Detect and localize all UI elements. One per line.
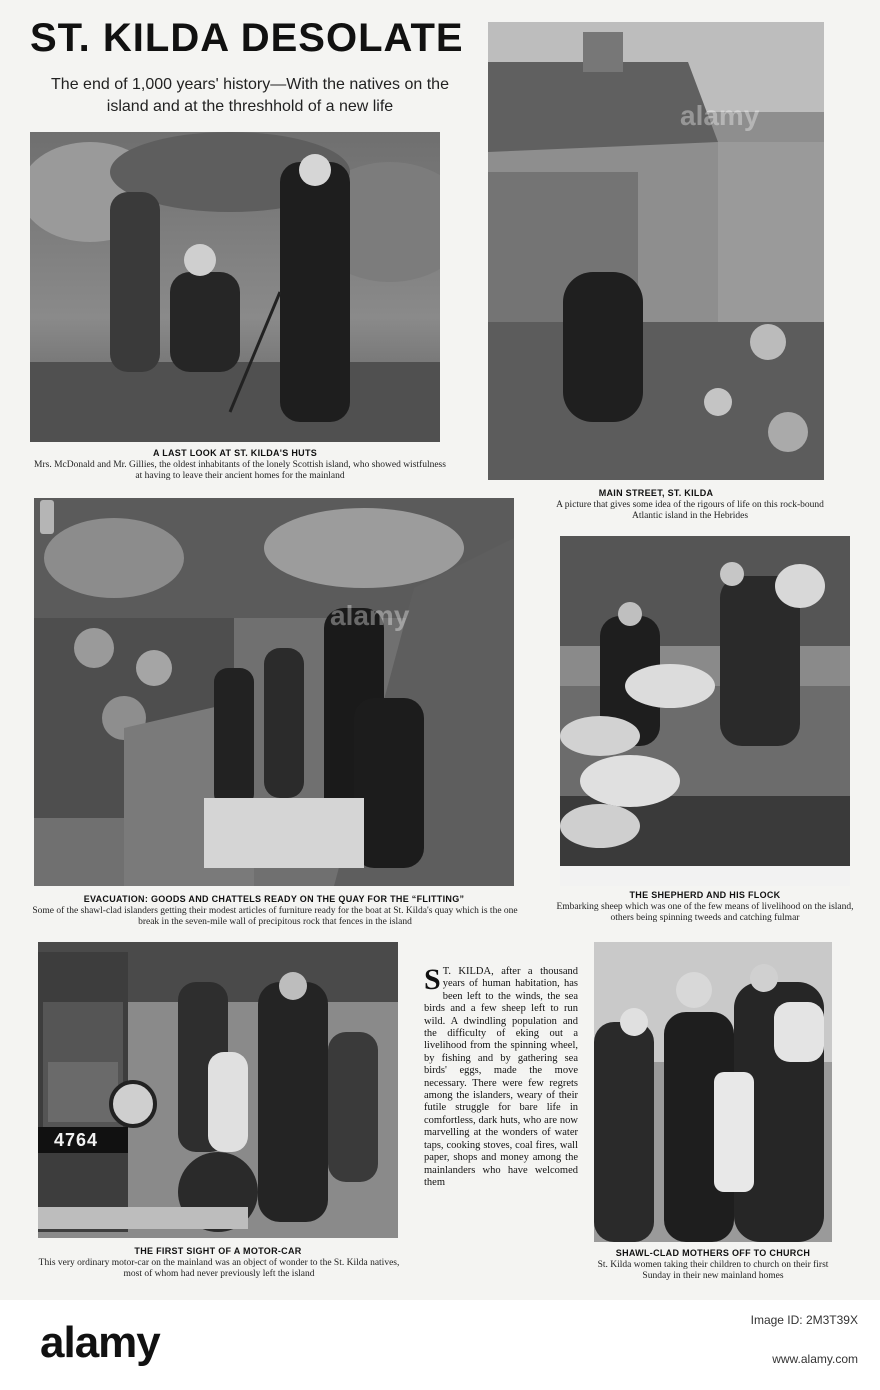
caption-title-evacuation: EVACUATION: GOODS AND CHATTELS READY ON THE QUAY FOR THE “FLITTING” (83, 894, 465, 904)
article-text: T. KILDA, after a thousand years of human habitation, has been left to the winds, the sea birds and a few sheep left to run wild. A dwindling population and the difficulty of eking out a livelihood from the spinning wheel, by fishing and by gathering sea birds' eggs, made the move necessary. There were few regrets among the islanders, weary of their futile struggle for bare life in comfortless, dark huts, who are now marvelling at the wonders of water taps, cooking stoves, coal fires, wall paper, shops and money among the mainlanders who have welcomed them (424, 966, 578, 1188)
page-title: ST. KILDA DESOLATE (30, 16, 464, 60)
caption-text-motor-car: This very ordinary motor-car on the mainland was an object of wonder to the St. Kilda natives, most of whom had never previously left the island (38, 1258, 400, 1279)
photo-main-street (488, 22, 824, 480)
image-id-label: Image ID: 2M3T39X (750, 1313, 858, 1327)
photo-last-look (30, 132, 440, 442)
alamy-logo: alamy (40, 1318, 160, 1367)
caption-text-mothers: St. Kilda women taking their children to church on their first Sunday in their new mainland homes (597, 1260, 829, 1281)
article-body (424, 963, 578, 1189)
photo-evacuation (34, 498, 514, 886)
caption-title-motor-car: THE FIRST SIGHT OF A MOTOR-CAR (134, 1246, 302, 1256)
caption-text-shepherd: Embarking sheep which was one of the few means of livelihood on the island, others being spinning tweeds and catching fulmar (556, 902, 854, 923)
caption-title-mothers: SHAWL-CLAD MOTHERS OFF TO CHURCH (615, 1248, 811, 1258)
photo-motor-car (38, 942, 398, 1238)
watermark-icon (40, 500, 54, 534)
watermark-text: alamy (680, 100, 760, 131)
caption-text-main-street: A picture that gives some idea of the rigours of life on this rock-bound Atlantic island in the Hebrides (556, 500, 824, 521)
stock-site-link[interactable]: www.alamy.com (772, 1352, 858, 1366)
photo-mothers (594, 942, 832, 1242)
licence-plate: 4764 (40, 1127, 112, 1153)
watermark-text: alamy (330, 600, 410, 631)
caption-title-last-look: A LAST LOOK AT ST. KILDA'S HUTS (152, 448, 318, 458)
photo-shepherd (560, 536, 850, 886)
page-subtitle: The end of 1,000 years' history—With the natives on the island and at the threshhold of a new life (51, 76, 449, 115)
article-drop-cap: S (424, 963, 441, 996)
caption-text-last-look: Mrs. McDonald and Mr. Gillies, the oldest inhabitants of the lonely Scottish island, who showed wistfulness at having to leave their ancient homes for the mainland (34, 460, 446, 481)
caption-title-main-street: MAIN STREET, ST. KILDA (598, 488, 714, 498)
caption-title-shepherd: THE SHEPHERD AND HIS FLOCK (629, 890, 781, 900)
caption-text-evacuation: Some of the shawl-clad islanders getting their modest articles of furniture ready for the boat at St. Kilda's quay which is the one break in the seven-mile wall of precipitous rock that fences in the island (32, 906, 518, 927)
